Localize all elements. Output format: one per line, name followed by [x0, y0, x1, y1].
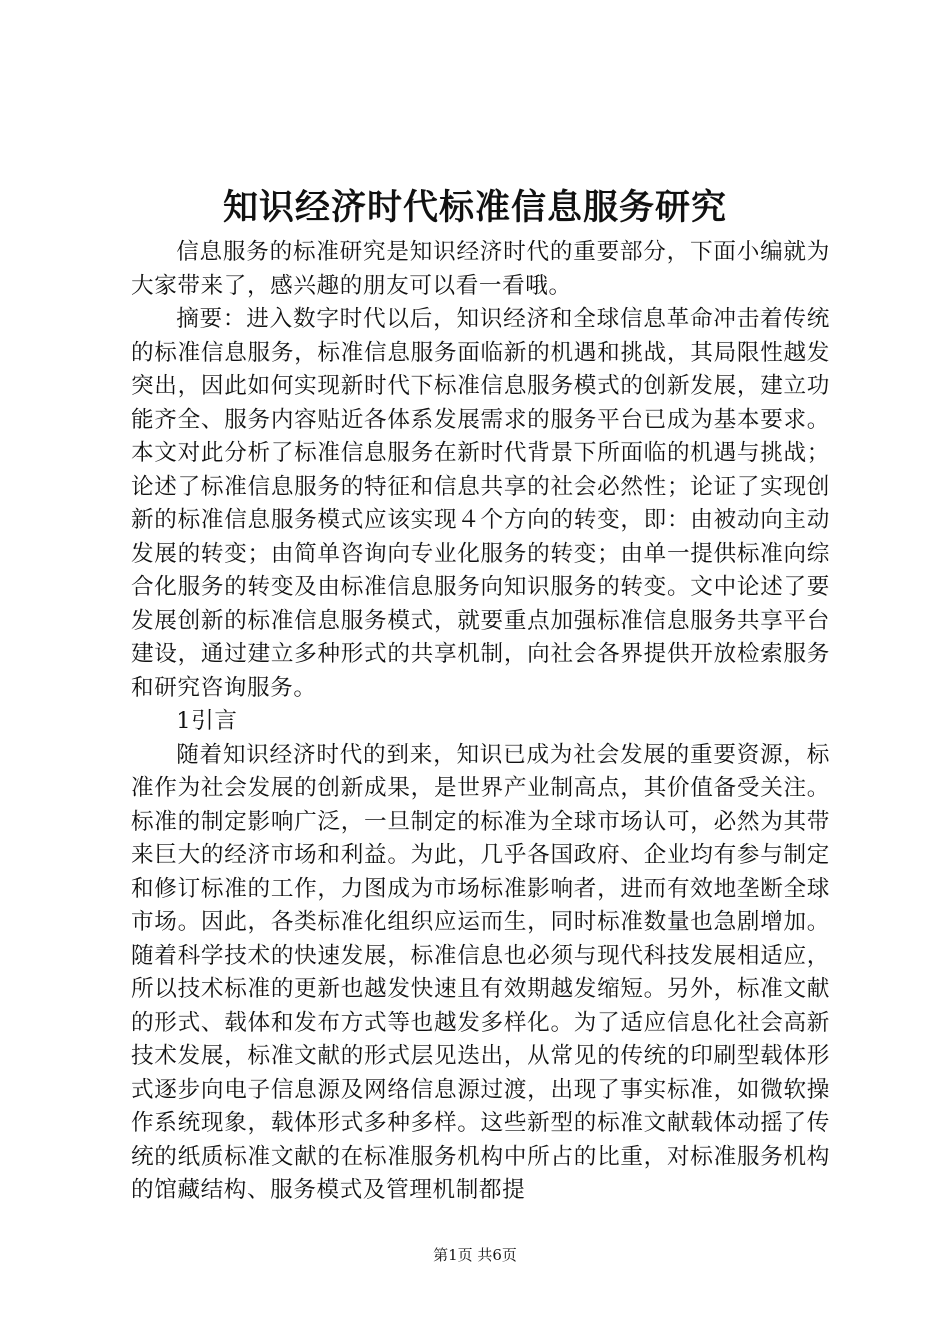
abstract-paragraph: 摘要：进入数字时代以后，知识经济和全球信息革命冲击着传统的标准信息服务，标准信息服务面临新的机遇和挑战，其局限性越发突出，因此如何实现新时代下标准信息服务模式的创新发展，建立功能齐全、服务内容贴近各体系发展需求的服务平台已成为基本要求。本文对此分析了标准信息服务在新时代背景下所面临的机遇与挑战；论述了标准信息服务的特征和信息共享的社会必然性；论证了实现创新的标准信息服务模式应该实现４个方向的转变，即：由被动向主动发展的转变；由简单咨询向专业化服务的转变；由单一提供标准向综合化服务的转变及由标准信息服务向知识服务的转变。文中论述了要发展创新的标准信息服务模式，就要重点加强标准信息服务共享平台建设，通过建立多种形式的共享机制，向社会各界提供开放检索服务和研究咨询服务。 [131, 306, 830, 701]
intro-paragraph: 信息服务的标准研究是知识经济时代的重要部分，下面小编就为大家带来了，感兴趣的朋友可以看一看哦。 [131, 239, 830, 299]
document-title: 知识经济时代标准信息服务研究 [222, 187, 727, 228]
section-heading: 1引言 [176, 708, 238, 734]
body-paragraph: 随着知识经济时代的到来，知识已成为社会发展的重要资源，标准作为社会发展的创新成果，是世界产业制高点，其价值备受关注。标准的制定影响广泛，一旦制定的标准为全球市场认可，必然为其带来巨大的经济市场和利益。为此，几乎各国政府、企业均有参与制定和修订标准的工作，力图成为市场标准影响者，进而有效地垄断全球市场。因此，各类标准化组织应运而生，同时标准数量也急剧增加。随着科学技术的快速发展，标准信息也必须与现代科技发展相适应，所以技术标准的更新也越发快速且有效期越发缩短。另外，标准文献的形式、载体和发布方式等也越发多样化。为了适应信息化社会高新技术发展，标准文献的形式层见迭出，从常见的传统的印刷型载体形式逐步向电子信息源及网络信息源过渡，出现了事实标准，如微软操作系统现象，载体形式多种多样。这些新型的标准文献载体动摇了传统的纸质标准文献的在标准服务机构中所占的比重，对标准服务机构的馆藏结构、服务模式及管理机制都提 [131, 741, 830, 1203]
document-body [131, 236, 830, 1208]
page-footer: 第1页 共6页 [433, 1246, 517, 1264]
